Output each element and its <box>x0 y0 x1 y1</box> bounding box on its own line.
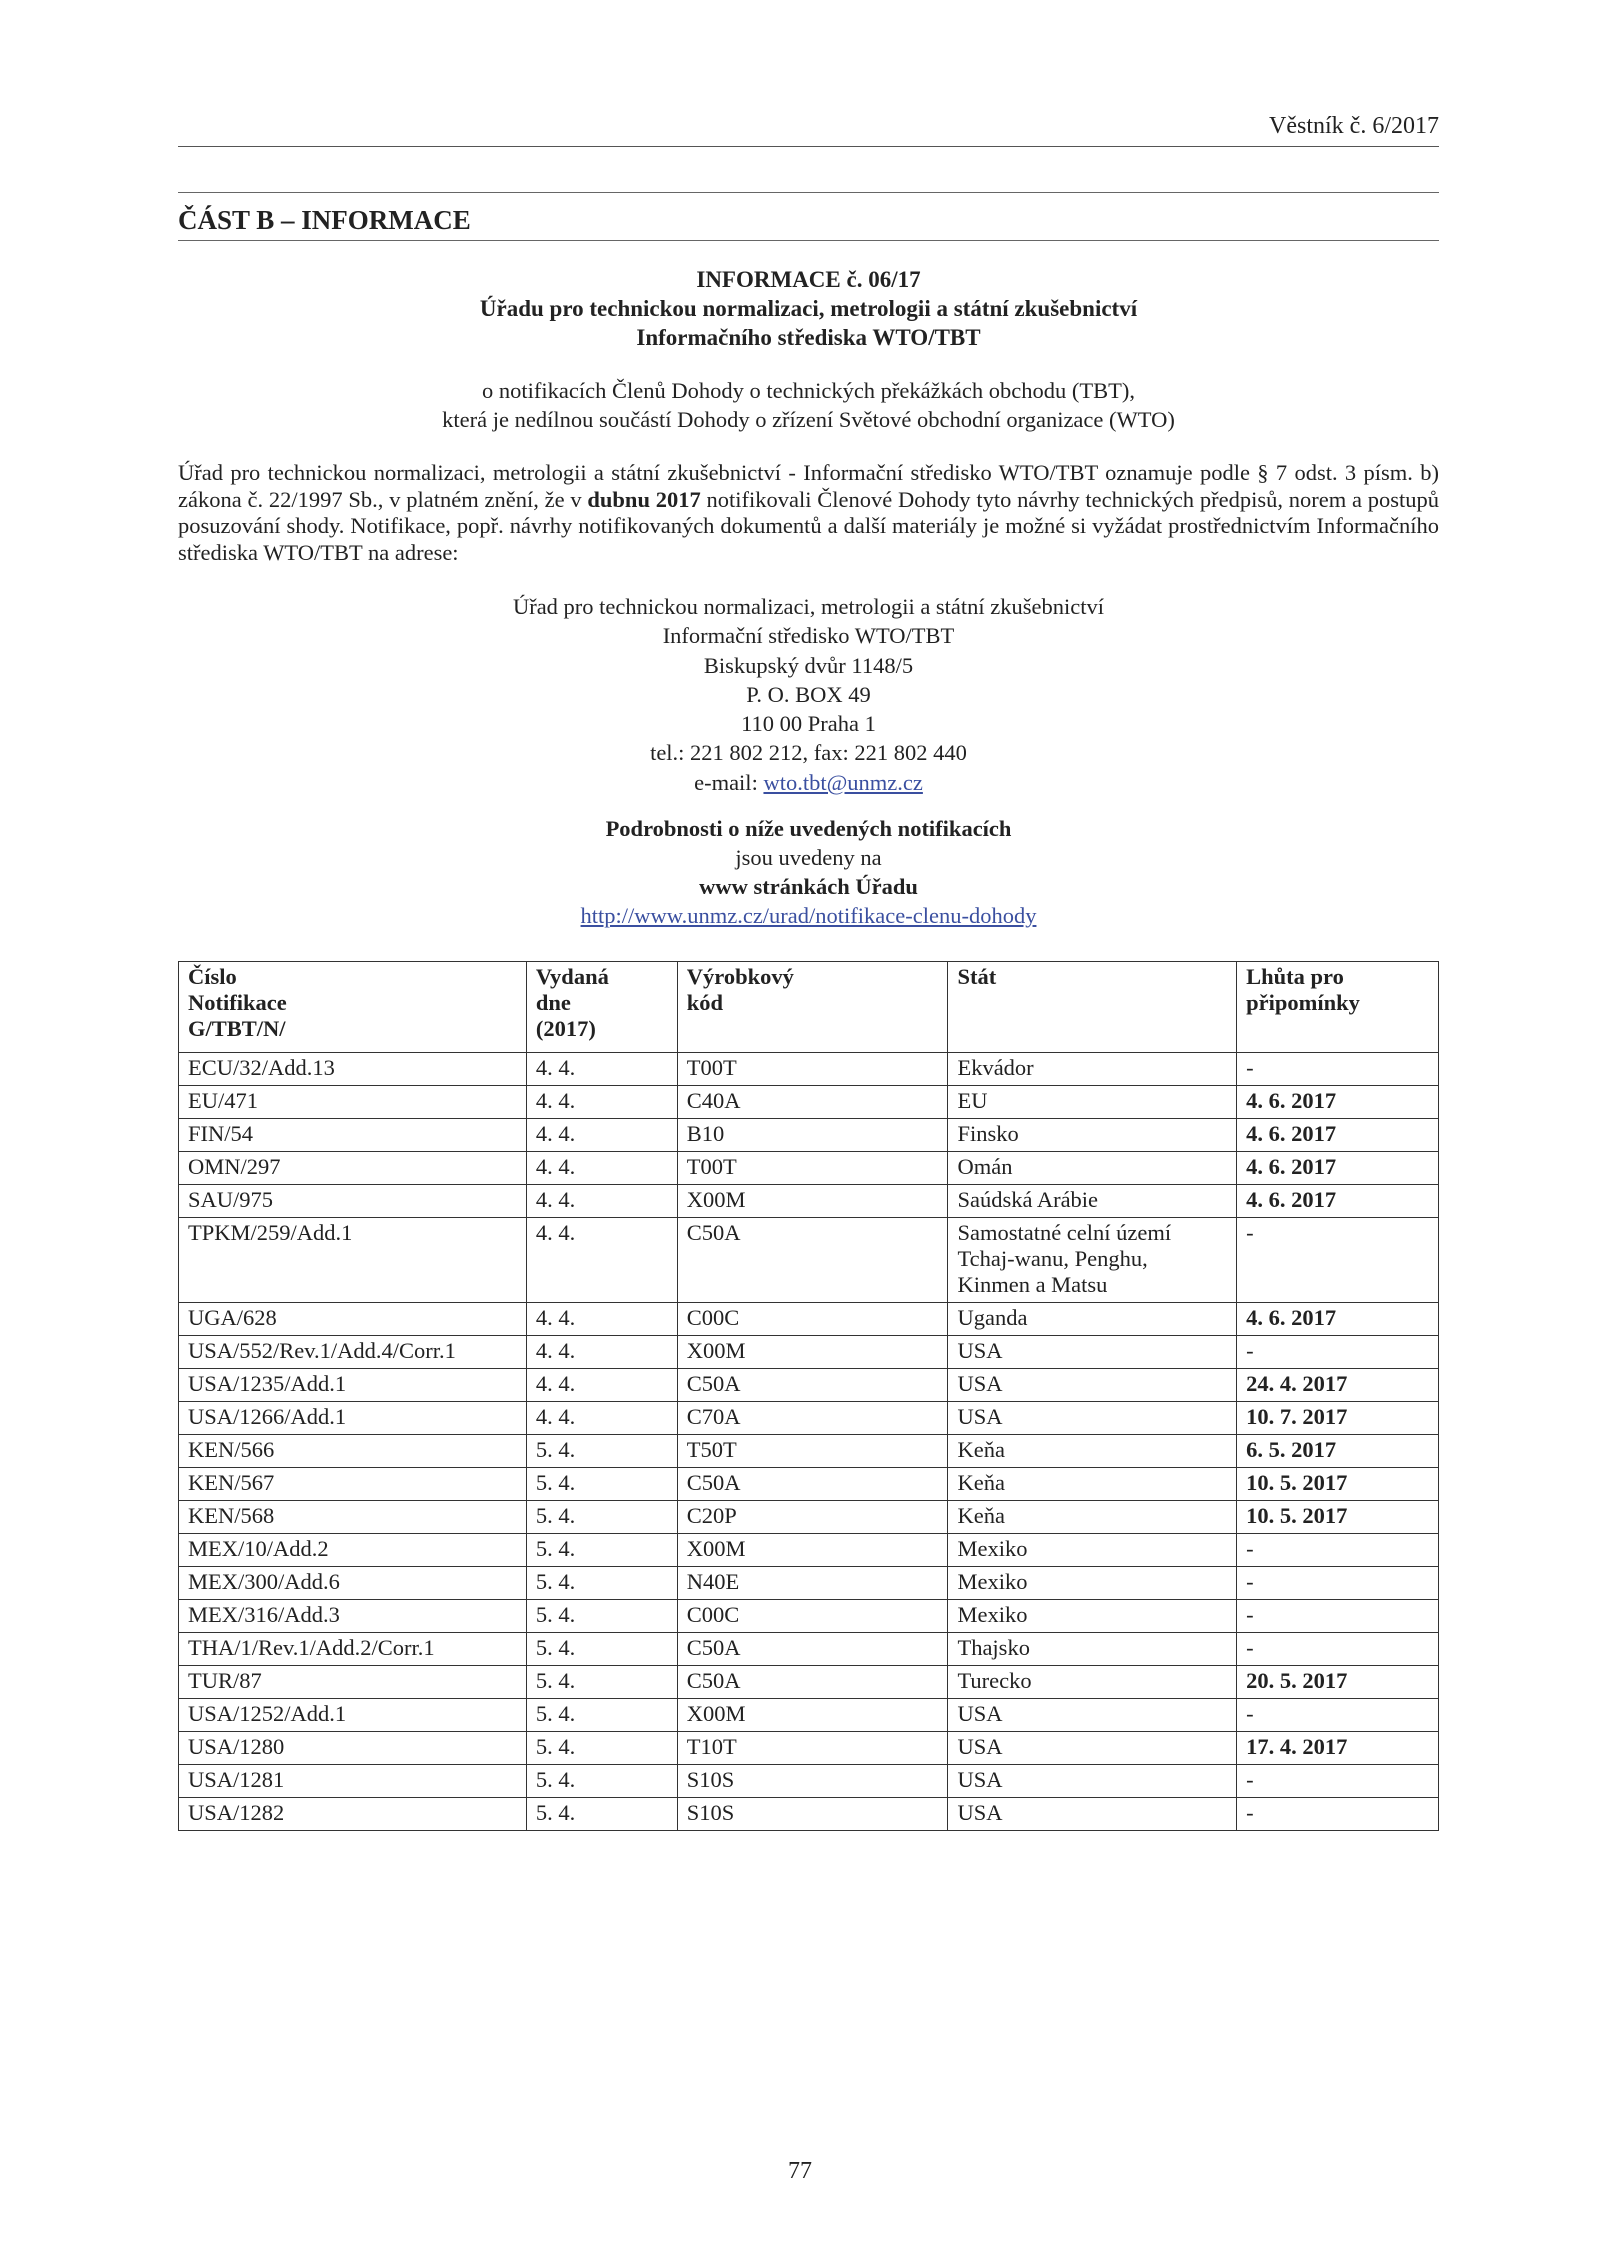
cell-deadline: - <box>1237 1218 1439 1303</box>
table-row <box>179 1336 1439 1369</box>
cell-country: Turecko <box>948 1666 1237 1699</box>
cell-date: 5. 4. <box>526 1666 677 1699</box>
cell-code: B10 <box>677 1119 948 1152</box>
cell-number: USA/1266/Add.1 <box>179 1402 527 1435</box>
cell-deadline: 17. 4. 2017 <box>1237 1732 1439 1765</box>
cell-country: USA <box>948 1402 1237 1435</box>
cell-number: KEN/566 <box>179 1435 527 1468</box>
header-comment-deadline: Lhůta pro připomínky <box>1237 962 1439 1053</box>
cell-deadline: - <box>1237 1600 1439 1633</box>
cell-number: USA/1282 <box>179 1798 527 1831</box>
cell-number: THA/1/Rev.1/Add.2/Corr.1 <box>179 1633 527 1666</box>
details-line-2: jsou uvedeny na <box>735 845 882 870</box>
cell-code: C50A <box>677 1666 948 1699</box>
intro-line-1: o notifikacích Členů Dohody o technických překážkách obchodu (TBT), <box>482 378 1135 403</box>
cell-number: KEN/568 <box>179 1501 527 1534</box>
cell-code: T50T <box>677 1435 948 1468</box>
cell-deadline: 20. 5. 2017 <box>1237 1666 1439 1699</box>
cell-number: TPKM/259/Add.1 <box>179 1218 527 1303</box>
table-row <box>179 1435 1439 1468</box>
cell-code: C70A <box>677 1402 948 1435</box>
cell-deadline: 10. 5. 2017 <box>1237 1501 1439 1534</box>
cell-country: EU <box>948 1086 1237 1119</box>
table-row <box>179 1699 1439 1732</box>
section-title: ČÁST B – INFORMACE <box>178 205 471 235</box>
cell-country: Keňa <box>948 1501 1237 1534</box>
cell-number: MEX/300/Add.6 <box>179 1567 527 1600</box>
cell-country: Mexiko <box>948 1534 1237 1567</box>
section-rule-top <box>178 192 1439 193</box>
cell-deadline: 24. 4. 2017 <box>1237 1369 1439 1402</box>
header-product-code: Výrobkový kód <box>677 962 948 1053</box>
cell-country: USA <box>948 1699 1237 1732</box>
table-row <box>179 1567 1439 1600</box>
cell-date: 5. 4. <box>526 1501 677 1534</box>
cell-number: USA/1252/Add.1 <box>179 1699 527 1732</box>
cell-country: USA <box>948 1732 1237 1765</box>
cell-code: T10T <box>677 1732 948 1765</box>
table-row <box>179 1468 1439 1501</box>
cell-code: C40A <box>677 1086 948 1119</box>
cell-deadline: 4. 6. 2017 <box>1237 1185 1439 1218</box>
address-line-2: Informační středisko WTO/TBT <box>662 623 955 649</box>
cell-deadline: - <box>1237 1633 1439 1666</box>
cell-code: X00M <box>677 1185 948 1218</box>
cell-country: Samostatné celní území Tchaj-wanu, Penghu, Kinmen a Matsu <box>948 1218 1237 1303</box>
cell-number: UGA/628 <box>179 1303 527 1336</box>
cell-deadline: 4. 6. 2017 <box>1237 1152 1439 1185</box>
cell-code: C50A <box>677 1369 948 1402</box>
cell-country: Keňa <box>948 1468 1237 1501</box>
cell-date: 5. 4. <box>526 1534 677 1567</box>
email-link[interactable]: wto.tbt@unmz.cz <box>763 769 923 795</box>
cell-country: Finsko <box>948 1119 1237 1152</box>
cell-code: X00M <box>677 1534 948 1567</box>
cell-number: MEX/10/Add.2 <box>179 1534 527 1567</box>
cell-code: C20P <box>677 1501 948 1534</box>
cell-code: C00C <box>677 1600 948 1633</box>
cell-country: Thajsko <box>948 1633 1237 1666</box>
cell-country: Keňa <box>948 1435 1237 1468</box>
table-row <box>179 1732 1439 1765</box>
cell-deadline: 10. 7. 2017 <box>1237 1402 1439 1435</box>
cell-number: OMN/297 <box>179 1152 527 1185</box>
cell-number: USA/1235/Add.1 <box>179 1369 527 1402</box>
cell-date: 4. 4. <box>526 1402 677 1435</box>
table-row <box>179 1765 1439 1798</box>
table-row <box>179 1534 1439 1567</box>
table-row <box>179 1369 1439 1402</box>
notifications-table <box>178 961 1439 1831</box>
cell-deadline: 4. 6. 2017 <box>1237 1303 1439 1336</box>
address-line-5: 110 00 Praha 1 <box>741 711 876 737</box>
cell-date: 4. 4. <box>526 1086 677 1119</box>
paragraph-text-2: notifikovali Členové Dohody tyto návrhy technických předpisů, norem a postupů posuzování shody. Notifikace, popř. návrhy notifikovaných dokumentů a další materiály je možné si vyžádat prostřednictvím Informačního střediska WTO/TBT na adrese: <box>178 486 1440 565</box>
cell-deadline: - <box>1237 1534 1439 1567</box>
cell-date: 4. 4. <box>526 1218 677 1303</box>
cell-deadline: 6. 5. 2017 <box>1237 1435 1439 1468</box>
information-heading <box>178 265 1439 352</box>
cell-code: S10S <box>677 1765 948 1798</box>
intro-line-2: která je nedílnou součástí Dohody o zřízení Světové obchodní organizace (WTO) <box>442 407 1175 432</box>
cell-date: 4. 4. <box>526 1119 677 1152</box>
cell-code: C50A <box>677 1633 948 1666</box>
email-line <box>178 768 1439 797</box>
cell-deadline: - <box>1237 1765 1439 1798</box>
page-number: 77 <box>788 2158 812 2184</box>
table-row <box>179 1053 1439 1086</box>
cell-code: C00C <box>677 1303 948 1336</box>
cell-deadline: - <box>1237 1336 1439 1369</box>
table-row <box>179 1798 1439 1831</box>
address-block <box>178 592 1439 797</box>
cell-date: 4. 4. <box>526 1185 677 1218</box>
header-notification-number: Číslo Notifikace G/TBT/N/ <box>179 962 527 1053</box>
table-row <box>179 1185 1439 1218</box>
cell-deadline: - <box>1237 1053 1439 1086</box>
announcement-paragraph <box>178 460 1439 566</box>
details-url-link[interactable]: http://www.unmz.cz/urad/notifikace-clenu-dohody <box>580 903 1037 928</box>
cell-date: 5. 4. <box>526 1567 677 1600</box>
cell-date: 4. 4. <box>526 1053 677 1086</box>
cell-deadline: - <box>1237 1567 1439 1600</box>
cell-number: USA/1280 <box>179 1732 527 1765</box>
table-row <box>179 1218 1439 1303</box>
cell-date: 4. 4. <box>526 1369 677 1402</box>
cell-number: EU/471 <box>179 1086 527 1119</box>
cell-country: Saúdská Arábie <box>948 1185 1237 1218</box>
cell-date: 5. 4. <box>526 1435 677 1468</box>
cell-number: KEN/567 <box>179 1468 527 1501</box>
cell-date: 5. 4. <box>526 1765 677 1798</box>
cell-country: USA <box>948 1336 1237 1369</box>
cell-date: 5. 4. <box>526 1633 677 1666</box>
cell-code: C50A <box>677 1468 948 1501</box>
table-row <box>179 1152 1439 1185</box>
cell-code: X00M <box>677 1699 948 1732</box>
section-rule-bottom <box>178 240 1439 241</box>
table-row <box>179 1666 1439 1699</box>
cell-code: T00T <box>677 1053 948 1086</box>
table-header-row <box>179 962 1439 1053</box>
heading-line-2: Úřadu pro technickou normalizaci, metrologii a státní zkušebnictví <box>479 296 1138 321</box>
intro-text <box>178 376 1439 434</box>
cell-country: Mexiko <box>948 1600 1237 1633</box>
cell-date: 4. 4. <box>526 1336 677 1369</box>
table-row <box>179 1086 1439 1119</box>
address-line-3: Biskupský dvůr 1148/5 <box>703 652 914 678</box>
table-row <box>179 1633 1439 1666</box>
cell-code: C50A <box>677 1218 948 1303</box>
paragraph-bold-period: dubnu 2017 <box>587 486 701 512</box>
cell-country: Uganda <box>948 1303 1237 1336</box>
paragraph-text-1: Úřad pro technickou normalizaci, metrologii a státní zkušebnictví - Informační středisko WTO/TBT oznamuje podle § 7 odst. 3 písm. b) zákona č. 22/1997 Sb., v platném znění, že v <box>178 460 1439 512</box>
cell-number: USA/552/Rev.1/Add.4/Corr.1 <box>179 1336 527 1369</box>
cell-code: T00T <box>677 1152 948 1185</box>
cell-country: Ekvádor <box>948 1053 1237 1086</box>
cell-date: 5. 4. <box>526 1468 677 1501</box>
details-block <box>178 814 1439 930</box>
cell-deadline: 4. 6. 2017 <box>1237 1086 1439 1119</box>
heading-line-3: Informačního střediska WTO/TBT <box>636 325 981 350</box>
cell-number: USA/1281 <box>179 1765 527 1798</box>
details-line-3: www stránkách Úřadu <box>699 874 918 899</box>
cell-deadline: 10. 5. 2017 <box>1237 1468 1439 1501</box>
cell-number: FIN/54 <box>179 1119 527 1152</box>
cell-code: S10S <box>677 1798 948 1831</box>
table-row <box>179 1119 1439 1152</box>
cell-code: N40E <box>677 1567 948 1600</box>
address-line-6: tel.: 221 802 212, fax: 221 802 440 <box>650 740 967 766</box>
header-country: Stát <box>948 962 1237 1053</box>
cell-number: SAU/975 <box>179 1185 527 1218</box>
cell-number: ECU/32/Add.13 <box>179 1053 527 1086</box>
cell-deadline: - <box>1237 1699 1439 1732</box>
running-header <box>178 112 1439 147</box>
table-row <box>179 1600 1439 1633</box>
cell-date: 5. 4. <box>526 1600 677 1633</box>
cell-number: TUR/87 <box>179 1666 527 1699</box>
cell-country: USA <box>948 1369 1237 1402</box>
email-label: e-mail: <box>694 769 764 795</box>
address-line-1: Úřad pro technickou normalizaci, metrologii a státní zkušebnictví <box>512 594 1105 619</box>
cell-country: Omán <box>948 1152 1237 1185</box>
cell-date: 5. 4. <box>526 1798 677 1831</box>
cell-deadline: 4. 6. 2017 <box>1237 1119 1439 1152</box>
bulletin-label: Věstník č. 6/2017 <box>1269 113 1439 139</box>
cell-country: USA <box>948 1765 1237 1798</box>
details-line-1: Podrobnosti o níže uvedených notifikacích <box>605 816 1012 841</box>
address-line-4: P. O. BOX 49 <box>746 681 871 707</box>
cell-deadline: - <box>1237 1798 1439 1831</box>
table-row <box>179 1501 1439 1534</box>
cell-date: 4. 4. <box>526 1152 677 1185</box>
cell-date: 5. 4. <box>526 1732 677 1765</box>
heading-line-1: INFORMACE č. 06/17 <box>696 267 921 292</box>
table-row <box>179 1402 1439 1435</box>
table-row <box>179 1303 1439 1336</box>
cell-date: 4. 4. <box>526 1303 677 1336</box>
cell-country: USA <box>948 1798 1237 1831</box>
cell-date: 5. 4. <box>526 1699 677 1732</box>
cell-number: MEX/316/Add.3 <box>179 1600 527 1633</box>
header-issue-date: Vydaná dne (2017) <box>526 962 677 1053</box>
cell-code: X00M <box>677 1336 948 1369</box>
cell-country: Mexiko <box>948 1567 1237 1600</box>
